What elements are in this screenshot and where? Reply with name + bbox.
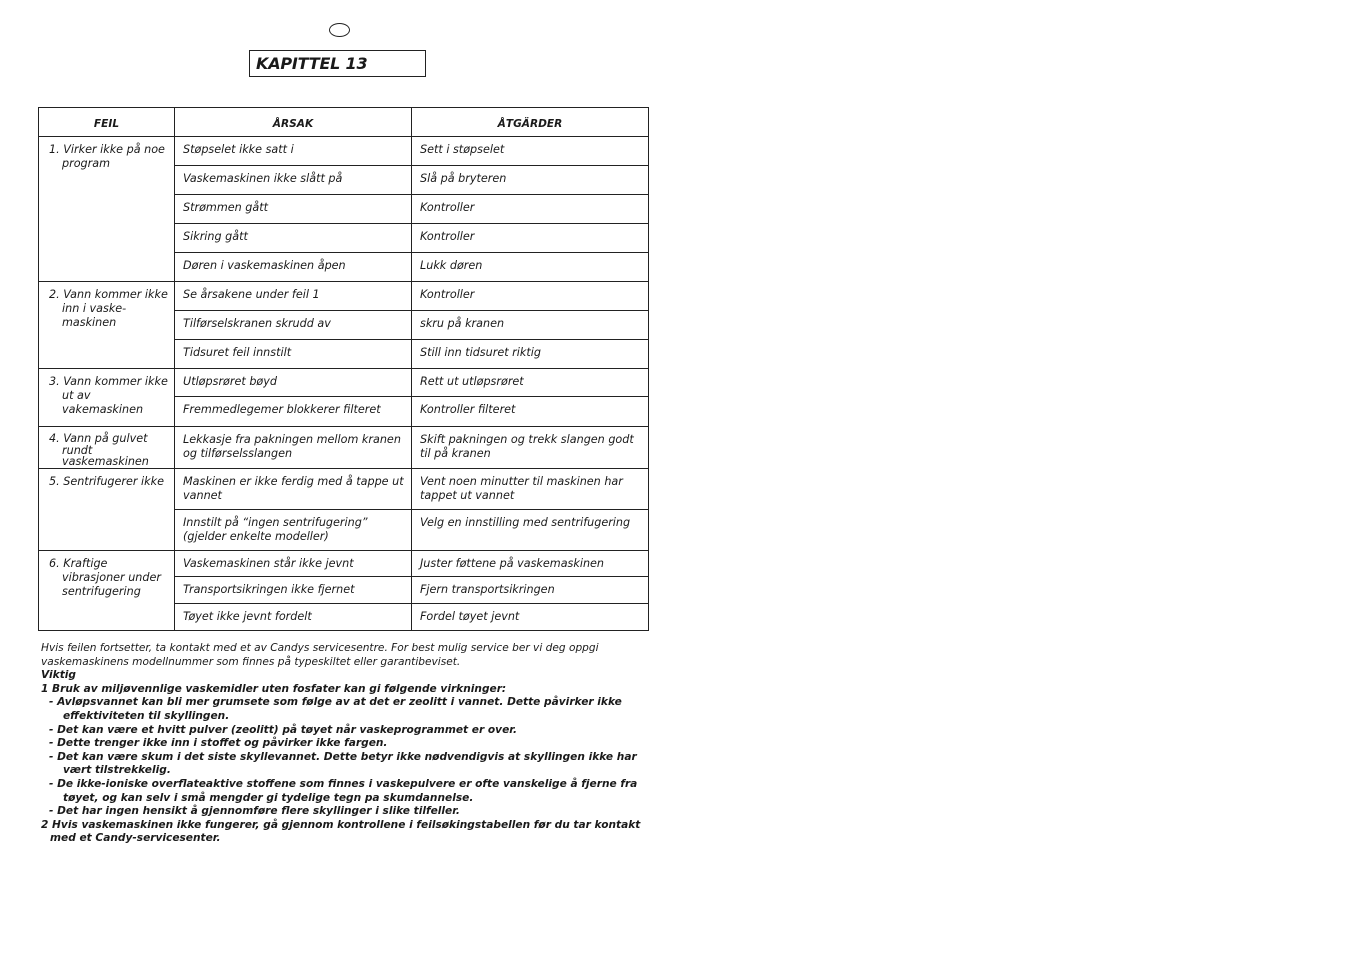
table-row xyxy=(39,551,649,577)
column-header-cause: ÅRSAK xyxy=(175,108,412,137)
column-header-action: ÅTGÄRDER xyxy=(412,108,649,137)
cause-cell: Lekkasje fra pakningen mellom kranen og tilførselsslangen xyxy=(175,427,412,469)
note-bullet: - Det kan være skum i det siste skyllevannet. Dette betyr ikke nødvendigvis at skyllingen ikke har vært tilstrekkelig. xyxy=(49,750,637,777)
action-cell: Fjern transportsikringen xyxy=(412,577,649,604)
cause-cell: Døren i vaskemaskinen åpen xyxy=(175,253,412,282)
action-cell: skru på kranen xyxy=(412,311,649,340)
service-note: Hvis feilen fortsetter, ta kontakt med et av Candys servicesentre. For best mulig service ber vi deg oppgi vaskemaskinens modellnummer som finnes på typeskiltet eller garantibeviset. xyxy=(41,642,599,668)
action-cell: Vent noen minutter til maskinen har tappet ut vannet xyxy=(412,469,649,510)
note-bullet: - Dette trenger ikke inn i stoffet og påvirker ikke fargen. xyxy=(49,737,388,750)
action-cell: Skift pakningen og trekk slangen godt til på kranen xyxy=(412,427,649,469)
fault-cell xyxy=(39,282,175,369)
table-row xyxy=(39,369,649,397)
cause-cell: Utløpsrøret bøyd xyxy=(175,369,412,397)
chapter-title: KAPITTEL 13 xyxy=(249,50,426,77)
important-heading: Viktig xyxy=(41,669,76,682)
action-cell: Fordel tøyet jevnt xyxy=(412,604,649,631)
fault-label: 4. Vann på gulvet rundt vaskemaskinen xyxy=(49,432,149,468)
note-point-1: 1 Bruk av miljøvennlige vaskemidler uten fosfater kan gi følgende virkninger: xyxy=(41,682,507,695)
note-bullet: - Det har ingen hensikt å gjennomføre flere skyllinger i slike tilfeller. xyxy=(49,805,460,818)
column-header-fault: FEIL xyxy=(39,108,175,137)
action-cell: Velg en innstilling med sentrifugering xyxy=(412,510,649,551)
note-bullet: - Det kan være et hvitt pulver (zeolitt) på tøyet når vaskeprogrammet er over. xyxy=(49,723,518,736)
cause-cell: Fremmedlegemer blokkerer filteret xyxy=(175,397,412,427)
action-cell: Lukk døren xyxy=(412,253,649,282)
action-cell: Juster føttene på vaskemaskinen xyxy=(412,551,649,577)
language-oval-marker xyxy=(329,23,350,37)
table-row xyxy=(39,282,649,311)
fault-label: 3. Vann kommer ikke ut av vakemaskinen xyxy=(49,375,168,416)
cause-cell: Se årsakene under feil 1 xyxy=(175,282,412,311)
note-bullet: - De ikke-ioniske overflateaktive stoffene som finnes i vaskepulvere er ofte vanskelige å fjerne fra tøyet, og kan selv i små mengder gi tydelige tegn pa skumdannelse. xyxy=(49,777,638,804)
action-cell: Kontroller xyxy=(412,195,649,224)
cause-cell: Sikring gått xyxy=(175,224,412,253)
cause-cell: Maskinen er ikke ferdig med å tappe ut vannet xyxy=(175,469,412,510)
fault-cell xyxy=(39,369,175,427)
action-cell: Slå på bryteren xyxy=(412,166,649,195)
notes-section xyxy=(41,642,646,846)
fault-label: 6. Kraftige vibrasjoner under sentrifugering xyxy=(49,557,161,598)
note-point-2: 2 Hvis vaskemaskinen ikke fungerer, gå gjennom kontrollene i feilsøkingstabellen før du tar kontakt med et Candy-servicesenter. xyxy=(41,818,641,845)
cause-cell: Støpselet ikke satt i xyxy=(175,137,412,166)
fault-cell xyxy=(39,469,175,551)
cause-cell: Vaskemaskinen ikke slått på xyxy=(175,166,412,195)
cause-cell: Tidsuret feil innstilt xyxy=(175,340,412,369)
cause-cell: Vaskemaskinen står ikke jevnt xyxy=(175,551,412,577)
fault-label: 1. Virker ikke på noe program xyxy=(49,143,165,170)
table-header-row xyxy=(39,108,649,137)
fault-label: 5. Sentrifugerer ikke xyxy=(49,475,164,488)
cause-cell: Innstilt på “ingen sentrifugering” (gjelder enkelte modeller) xyxy=(175,510,412,551)
action-cell: Kontroller xyxy=(412,282,649,311)
table-row xyxy=(39,469,649,510)
fault-cell xyxy=(39,551,175,631)
cause-cell: Tilførselskranen skrudd av xyxy=(175,311,412,340)
cause-cell: Tøyet ikke jevnt fordelt xyxy=(175,604,412,631)
note-bullet: - Avløpsvannet kan bli mer grumsete som følge av at det er zeolitt i vannet. Dette påvirker ikke effektiviteten til skyllingen. xyxy=(49,696,622,722)
table-row xyxy=(39,427,649,469)
fault-label: 2. Vann kommer ikke inn i vaske-maskinen xyxy=(49,288,168,329)
fault-cell xyxy=(39,137,175,282)
cause-cell: Transportsikringen ikke fjernet xyxy=(175,577,412,604)
fault-cell xyxy=(39,427,175,469)
action-cell: Sett i støpselet xyxy=(412,137,649,166)
action-cell: Still inn tidsuret riktig xyxy=(412,340,649,369)
troubleshooting-table xyxy=(38,107,649,631)
cause-cell: Strømmen gått xyxy=(175,195,412,224)
table-row xyxy=(39,137,649,166)
action-cell: Kontroller xyxy=(412,224,649,253)
action-cell: Rett ut utløpsrøret xyxy=(412,369,649,397)
action-cell: Kontroller filteret xyxy=(412,397,649,427)
